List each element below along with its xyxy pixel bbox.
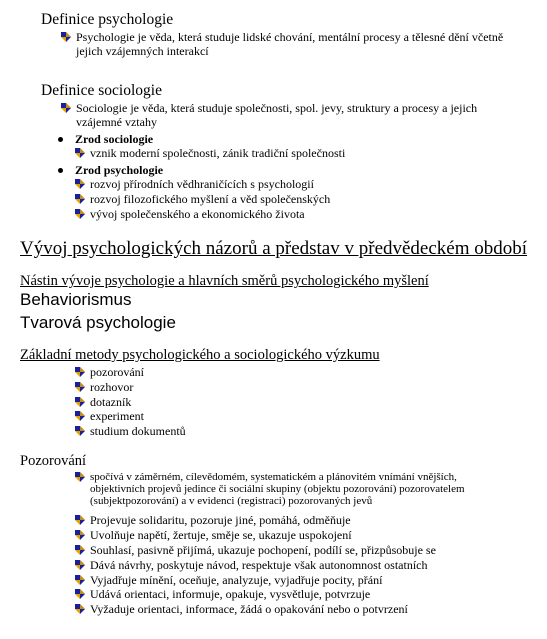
list-item-text: pozorování bbox=[90, 365, 144, 379]
list-item-text: Dává návrhy, poskytuje návod, respektuje však autonomnost ostatních bbox=[90, 558, 428, 572]
disc-bullet-icon bbox=[58, 137, 63, 142]
list-item-text: rozvoj přírodních vědhraničících s psychologií bbox=[90, 177, 314, 191]
arrow-bullet-icon bbox=[74, 514, 86, 526]
bullet-zrod-psychologie bbox=[58, 163, 163, 177]
arrow-bullet-icon bbox=[74, 208, 86, 220]
subheading-zrod-sociologie: Zrod sociologie bbox=[75, 132, 154, 146]
list-item-text: Uvolňuje napětí, žertuje, směje se, ukazuje uspokojení bbox=[90, 528, 352, 542]
list-item bbox=[60, 102, 510, 129]
list-item-text: Vyjadřuje mínění, oceňuje, analyzuje, vyjadřuje pocity, přání bbox=[90, 573, 383, 587]
heading-behaviorismus: Behaviorismus bbox=[20, 290, 132, 309]
arrow-bullet-icon bbox=[74, 529, 86, 541]
heading-definice-sociologie: Definice sociologie bbox=[41, 82, 162, 99]
arrow-bullet-icon bbox=[74, 588, 86, 600]
list-item-text: Vyžaduje orientaci, informace, žádá o opakování nebo o potvrzení bbox=[90, 602, 408, 616]
list-item bbox=[74, 410, 144, 424]
heading-nastin-vyvoje: Nástin vývoje psychologie a hlavních směrů psychologického myšlení bbox=[20, 273, 429, 289]
list-item-text: Souhlasí, pasivně přijímá, ukazuje pochopení, podílí se, přizpůsobuje se bbox=[90, 543, 436, 557]
page-title: Vývoj psychologických názorů a představ v předvědeckém období bbox=[20, 238, 528, 259]
list-item-text: Udává orientaci, informuje, opakuje, vysvětluje, potvrzuje bbox=[90, 587, 371, 601]
arrow-bullet-icon bbox=[74, 366, 86, 378]
list-item-text: dotazník bbox=[90, 395, 132, 409]
arrow-bullet-icon bbox=[74, 178, 86, 190]
arrow-bullet-icon bbox=[74, 396, 86, 408]
arrow-bullet-icon bbox=[74, 574, 86, 586]
list-item-text: Psychologie je věda, která studuje lidské chování, mentální procesy a tělesné dění včetně jejich vzájemných interakcí bbox=[76, 30, 504, 58]
list-item-text: vývoj společenského a ekonomického života bbox=[90, 207, 305, 221]
heading-tvarova-psychologie: Tvarová psychologie bbox=[20, 313, 176, 332]
list-item bbox=[74, 471, 514, 507]
list-item bbox=[74, 193, 514, 207]
list-item bbox=[74, 559, 514, 573]
arrow-bullet-icon bbox=[74, 147, 86, 159]
list-item bbox=[74, 544, 514, 558]
list-item-text: experiment bbox=[90, 409, 144, 423]
arrow-bullet-icon bbox=[60, 102, 72, 114]
list-item bbox=[74, 529, 514, 543]
heading-definice-psychologie: Definice psychologie bbox=[41, 11, 174, 28]
list-item-text: studium dokumentů bbox=[90, 424, 186, 438]
list-item bbox=[60, 31, 510, 58]
list-item bbox=[74, 588, 514, 602]
list-item bbox=[74, 574, 514, 588]
arrow-bullet-icon bbox=[60, 31, 72, 43]
subheading-zrod-psychologie: Zrod psychologie bbox=[75, 163, 164, 177]
arrow-bullet-icon bbox=[74, 471, 86, 483]
arrow-bullet-icon bbox=[74, 425, 86, 437]
list-item-text: spočívá v záměrném, cílevědomém, systematickém a plánovitém vnímání vnějších, objektivních projevů jedince či sociální skupiny (objektu pozorování) pozorovatelem (subjektpozorování) a v evidenci (registraci) pozorovaných jevů bbox=[90, 471, 465, 507]
list-item bbox=[74, 396, 131, 410]
arrow-bullet-icon bbox=[74, 603, 86, 615]
list-item-text: Projevuje solidaritu, pozoruje jiné, pomáhá, odměňuje bbox=[90, 513, 351, 527]
list-item bbox=[74, 425, 186, 439]
list-item bbox=[74, 208, 514, 222]
disc-bullet-icon bbox=[58, 168, 63, 173]
list-item-text: vznik moderní společnosti, zánik tradiční společnosti bbox=[90, 146, 346, 160]
arrow-bullet-icon bbox=[74, 193, 86, 205]
list-item bbox=[74, 603, 514, 617]
list-item-text: Sociologie je věda, která studuje společnosti, spol. jevy, struktury a procesy a jejich vzájemné vztahy bbox=[76, 101, 478, 129]
arrow-bullet-icon bbox=[74, 559, 86, 571]
heading-pozorovani: Pozorování bbox=[20, 453, 87, 469]
list-item bbox=[74, 381, 133, 395]
arrow-bullet-icon bbox=[74, 381, 86, 393]
heading-zakladni-metody: Základní metody psychologického a sociologického výzkumu bbox=[20, 347, 380, 363]
list-item-text: rozhovor bbox=[90, 380, 134, 394]
list-item bbox=[74, 147, 514, 161]
bullet-zrod-sociologie bbox=[58, 132, 153, 146]
list-item bbox=[74, 366, 144, 380]
list-item bbox=[74, 514, 514, 528]
arrow-bullet-icon bbox=[74, 544, 86, 556]
list-item bbox=[74, 178, 514, 192]
list-item-text: rozvoj filozofického myšlení a věd společenských bbox=[90, 192, 331, 206]
arrow-bullet-icon bbox=[74, 410, 86, 422]
